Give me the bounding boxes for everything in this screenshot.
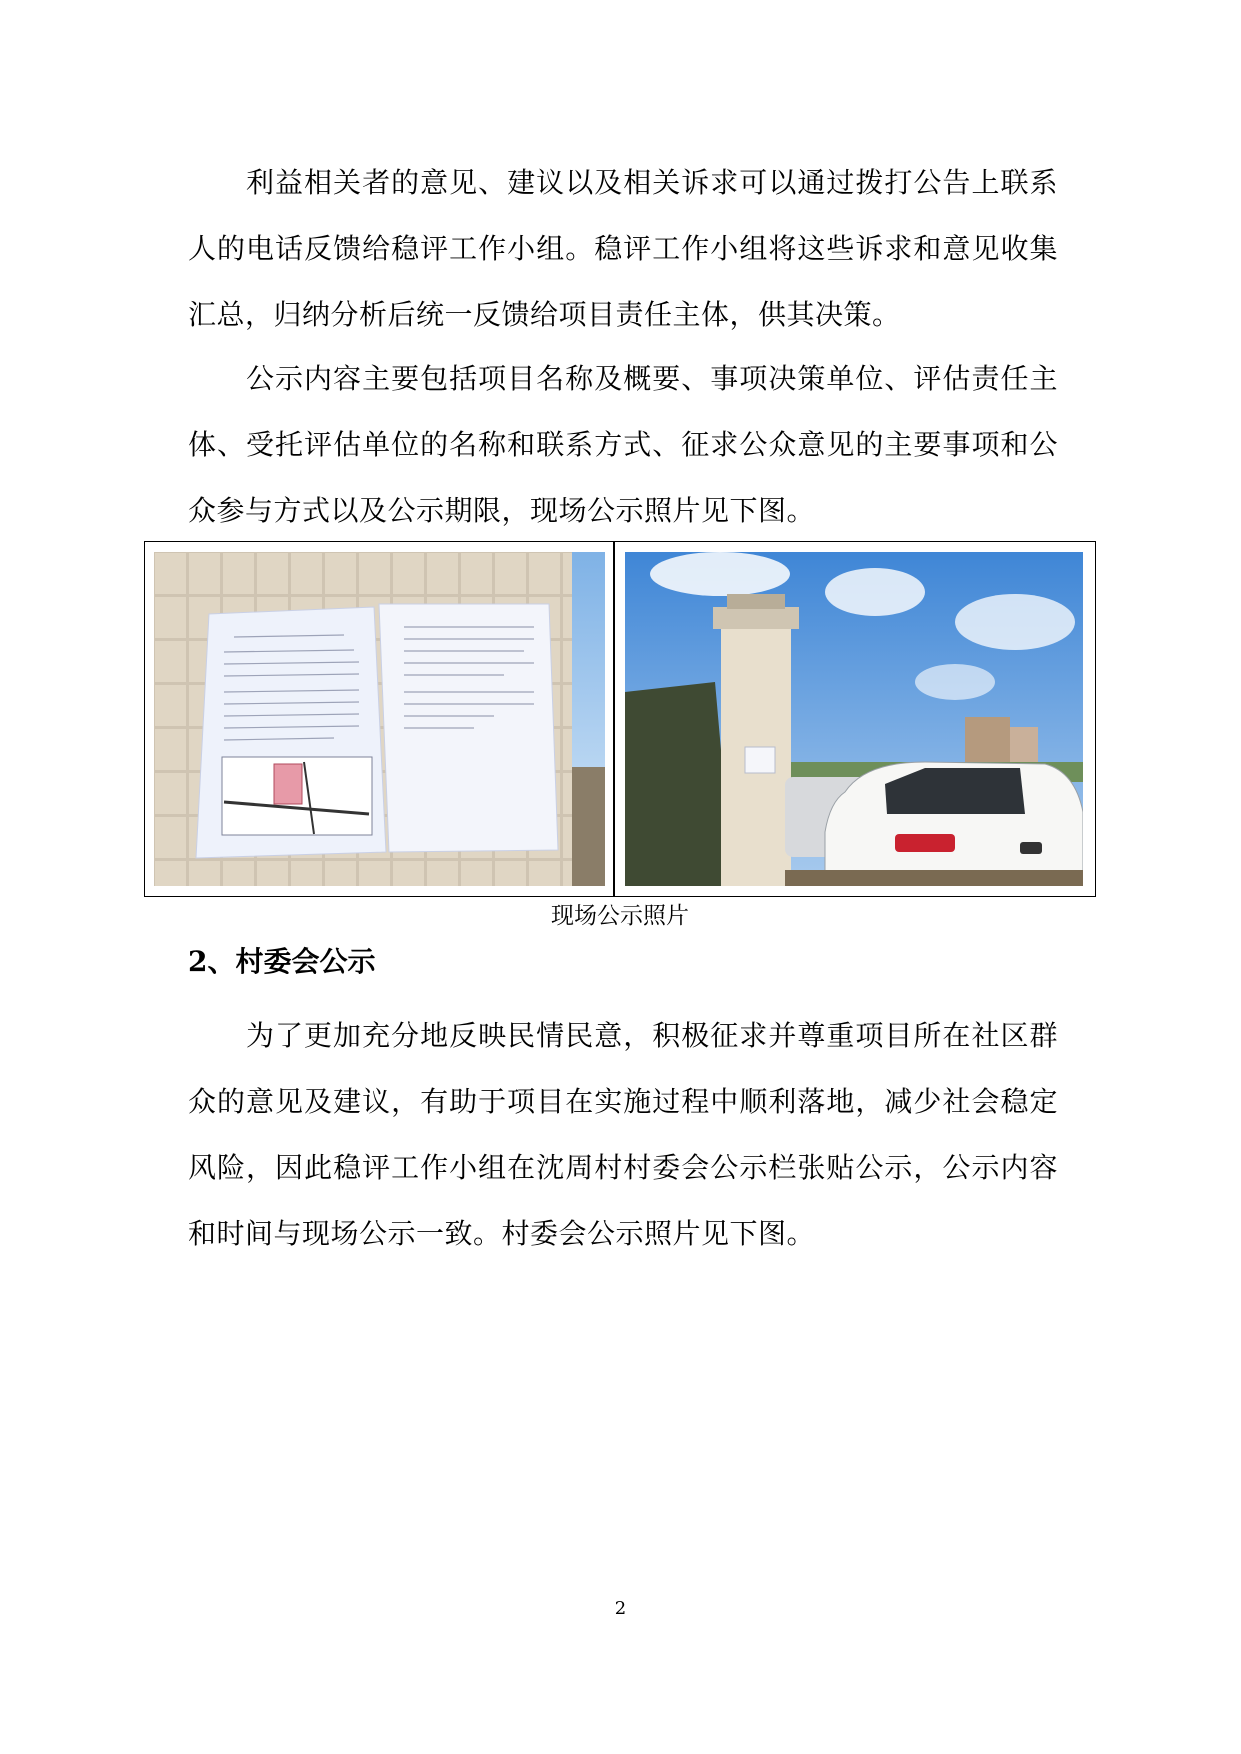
photo-table-divider — [613, 542, 615, 896]
paragraph-notice-content: 公示内容主要包括项目名称及概要、事项决策单位、评估责任主体、受托评估单位的名称和联系方式、征求公众意见的主要事项和公众参与方式以及公示期限，现场公示照片见下图。 — [188, 362, 1058, 527]
paragraph-village-committee: 为了更加充分地反映民情民意，积极征求并尊重项目所在社区群众的意见及建议，有助于项目在实施过程中顺利落地，减少社会稳定风险，因此稳评工作小组在沈周村村委会公示栏张贴公示，公示内容和时间与现场公示一致。村委会公示照片见下图。 — [188, 1019, 1058, 1250]
page-number: 2 — [614, 1598, 627, 1619]
notice-on-gate-pillar-with-cars-photo — [625, 552, 1083, 886]
section-heading: 2、村委会公示 — [188, 945, 376, 978]
notice-on-tiled-wall-photo — [154, 552, 605, 886]
photo-table — [144, 541, 1096, 897]
figure-caption: 现场公示照片 — [551, 903, 689, 929]
paragraph-feedback: 利益相关者的意见、建议以及相关诉求可以通过拨打公告上联系人的电话反馈给稳评工作小组。稳评工作小组将这些诉求和意见收集汇总，归纳分析后统一反馈给项目责任主体，供其决策。 — [188, 166, 1058, 331]
